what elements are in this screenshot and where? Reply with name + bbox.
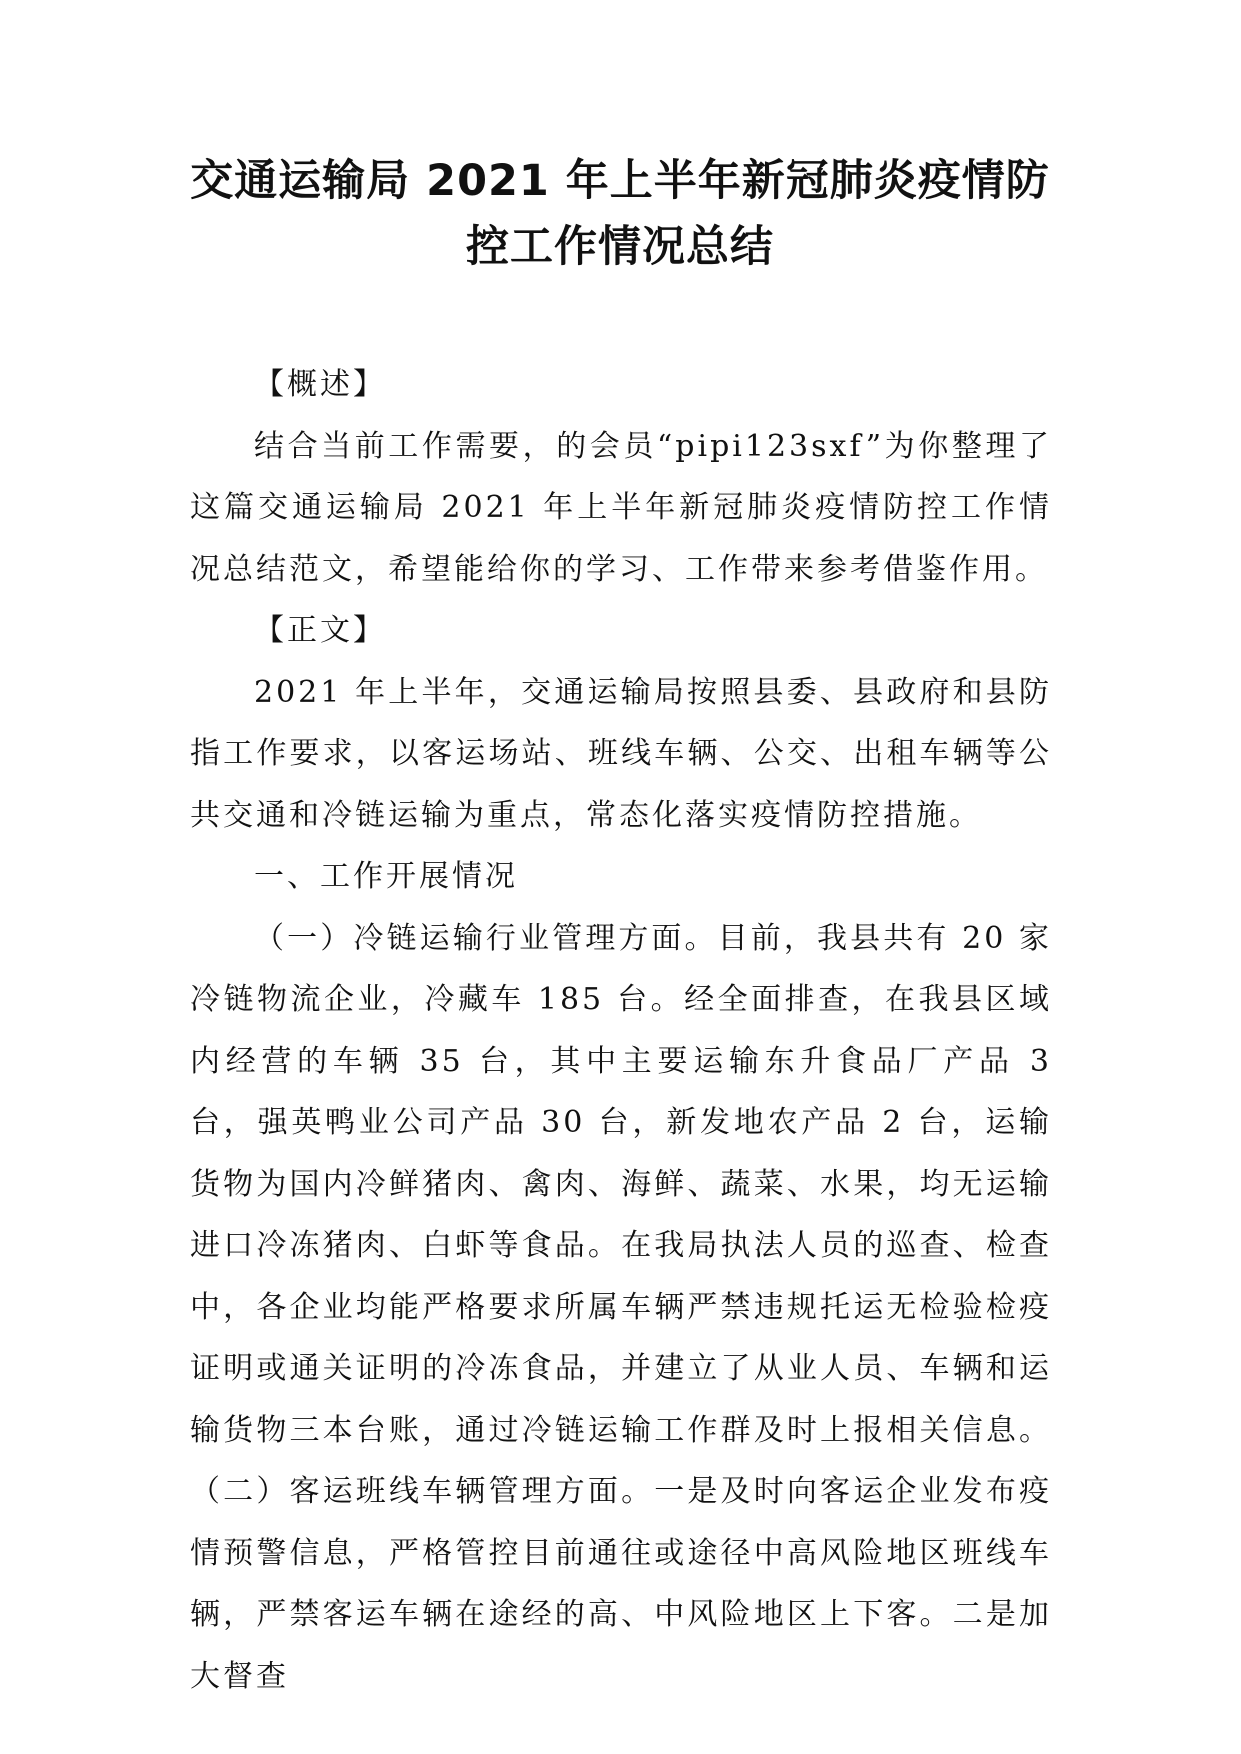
- intro-paragraph: 2021 年上半年，交通运输局按照县委、县政府和县防指工作要求，以客运场站、班线车辆、公交、出租车辆等公共交通和冷链运输为重点，常态化落实疫情防控措施。: [190, 674, 1052, 833]
- cold-chain-paragraph: （一）冷链运输行业管理方面。目前，我县共有 20 家冷链物流企业，冷藏车 185 台。经全面排查，在我县区域内经营的车辆 35 台，其中主要运输东升食品厂产品 3 台，强英鸭业公司产品 30 台，新发地农产品 2 台，运输货物为国内冷鲜猪肉、禽肉、海鲜、蔬菜、水果，均无运输进口冷冻猪肉、白虾等食品。在我局执法人员的巡查、检查中，各企业均能严格要求所属车辆严禁违规托运无检验检疫证明或通关证明的冷冻食品，并建立了从业人员、车辆和运输货物三本台账，通过冷链运输工作群及时上报相关信息。（二）客运班线车辆管理方面。一是及时向客运企业发布疫情预警信息，严格管控目前通往或途径中高风险地区班线车辆，严禁客运车辆在途经的高、中风险地区上下客。二是加大督查: [190, 920, 1052, 1694]
- document-body: [190, 354, 1052, 1707]
- title-line-2: 控工作情况总结: [466, 222, 774, 272]
- section-heading-work-progress: 一、工作开展情况: [254, 859, 518, 894]
- section-heading-overview: 【概述】: [254, 367, 386, 402]
- overview-paragraph: 结合当前工作需要，的会员“pipi123sxf”为你整理了这篇交通运输局 2021 年上半年新冠肺炎疫情防控工作情况总结范文，希望能给你的学习、工作带来参考借鉴作用。: [190, 428, 1052, 587]
- document-title: [190, 148, 1050, 280]
- section-heading-main-text: 【正文】: [254, 613, 386, 648]
- title-line-1: 交通运输局 2021 年上半年新冠肺炎疫情防: [190, 156, 1050, 206]
